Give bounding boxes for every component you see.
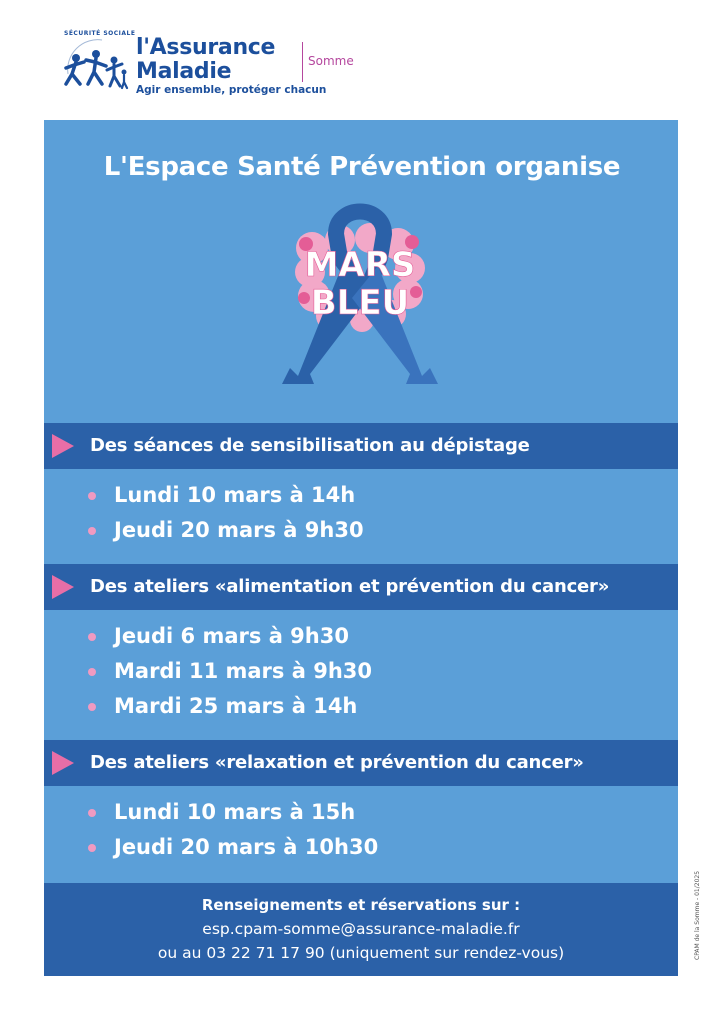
section-bar-nutrition — [44, 564, 678, 610]
bullet-dot-icon — [88, 844, 96, 852]
region-label: Somme — [308, 54, 354, 68]
play-triangle-icon — [52, 434, 74, 458]
logo-arc-text: SÉCURITÉ SOCIALE — [64, 30, 136, 37]
list-item: Mardi 25 mars à 14h — [88, 689, 372, 724]
bullet-dot-icon — [88, 527, 96, 535]
bullet-dot-icon — [88, 703, 96, 711]
bullet-dot-icon — [88, 668, 96, 676]
brand-name — [136, 36, 275, 84]
section-list-nutrition — [88, 619, 372, 724]
play-triangle-icon — [52, 751, 74, 775]
bullet-dot-icon — [88, 809, 96, 817]
list-item: Jeudi 20 mars à 9h30 — [88, 513, 364, 548]
section-list-relaxation — [88, 795, 378, 865]
contact-phone: ou au 03 22 71 17 90 (uniquement sur rendez-vous) — [157, 944, 565, 962]
badge-line-2: BLEU — [310, 283, 410, 323]
assurance-maladie-logo — [62, 30, 362, 102]
contact-email[interactable]: esp.cpam-somme@assurance-maladie.fr — [202, 920, 520, 938]
brand-line-2: Maladie — [136, 59, 232, 84]
section-title: Des ateliers «relaxation et prévention du cancer» — [90, 752, 584, 773]
print-credit: CPAM de la Somme - 01/2025 — [694, 870, 701, 960]
list-item: Mardi 11 mars à 9h30 — [88, 654, 372, 689]
brand-tagline: Agir ensemble, protéger chacun — [136, 84, 327, 96]
section-title: Des ateliers «alimentation et prévention du cancer» — [90, 576, 610, 597]
list-item: Lundi 10 mars à 14h — [88, 478, 364, 513]
brand-line-1: l'Assurance — [136, 35, 276, 60]
poster-headline: L'Espace Santé Prévention organise — [103, 152, 621, 182]
section-title: Des séances de sensibilisation au dépistage — [90, 435, 530, 456]
list-item: Jeudi 20 mars à 10h30 — [88, 830, 378, 865]
bullet-dot-icon — [88, 492, 96, 500]
contact-heading: Renseignements et réservations sur : — [201, 896, 521, 914]
contact-footer — [44, 883, 678, 976]
awareness-ribbon-icon — [270, 188, 450, 418]
people-running-icon — [62, 34, 132, 94]
logo-separator — [302, 42, 303, 82]
play-triangle-icon — [52, 575, 74, 599]
section-bar-screening — [44, 423, 678, 469]
list-item: Jeudi 6 mars à 9h30 — [88, 619, 372, 654]
section-bar-relaxation — [44, 740, 678, 786]
badge-line-1: MARS — [304, 245, 416, 285]
bullet-dot-icon — [88, 633, 96, 641]
list-item: Lundi 10 mars à 15h — [88, 795, 378, 830]
section-list-screening — [88, 478, 364, 548]
